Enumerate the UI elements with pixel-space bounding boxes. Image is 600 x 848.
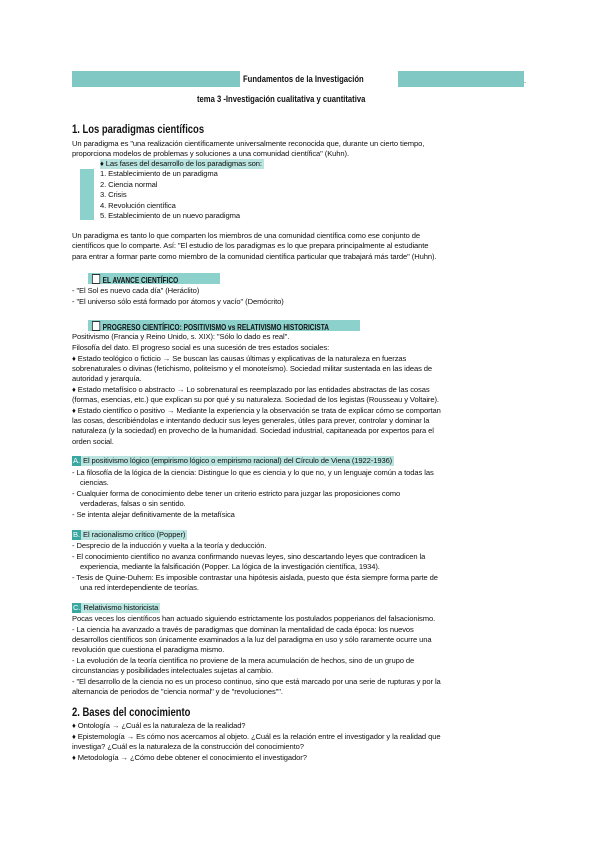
- subsection-c-line: - La ciencia ha avanzado a través de paradigmas que dominan la mentalidad de cada época: los nuevos: [72, 625, 414, 634]
- subsection-c-line: desarrollos científicos son únicamente examinados a la luz del paradigma en uso y sólo raramente ocurre una: [72, 635, 432, 644]
- paradigm-para-line: científicos que lo comparte. Así: "El estudio de los paradigmas es lo que prepara principalmente al estudiante: [72, 241, 429, 250]
- bases-line: investiga? ¿Cuál es la naturaleza de la construcción del conocimiento?: [72, 742, 304, 751]
- estado-line: (formas, esencias, etc.) que explican su por qué y su naturaleza. Sociedad de los legistas (Rousseau y Voltaire).: [72, 395, 439, 404]
- progreso-section-label: PROGRESO CIENTÍFICO: POSITIVISMO vs RELATIVISMO HISTORICISTA: [92, 321, 329, 332]
- subsection-a-line: - La filosofía de la lógica de la ciencia: Distingue lo que es ciencia y lo que no, y un lenguaje común a todas las: [72, 468, 434, 477]
- section-heading-bases: 2. Bases del conocimiento: [72, 707, 191, 719]
- subsection-a-line: verdaderas, falsas o sin sentido.: [80, 499, 186, 508]
- estado-line: sobrenaturales o divinas (fetichismo, politeísmo y el monoteísmo). Sociedad militar sustentada en las ideas de: [72, 364, 433, 373]
- subsection-a-title: A. El positivismo lógico (empirismo lógico o empirismo racional) del Círculo de Viena (1922-1936): [73, 456, 393, 465]
- subsection-b-line: experiencia, mediante la falsificación (Popper. La lógica de la investigación científica, 1934).: [80, 562, 380, 571]
- positivismo-line: Positivismo (Francia y Reino Unido, s. XIX): "Sólo lo dado es real".: [72, 332, 290, 341]
- document-subtitle: tema 3 -Investigación cualitativa y cuantitativa: [197, 94, 366, 104]
- header-dot: .: [524, 76, 527, 85]
- section-heading-paradigmas: 1. Los paradigmas científicos: [72, 124, 205, 136]
- subsection-c-line: - La evolución de la teoría científica no proviene de la mera acumulación de hechos, sino de un grupo de: [72, 656, 415, 665]
- bases-line: ♦ Metodología → ¿Cómo debe obtener el conocimiento el investigador?: [72, 753, 307, 762]
- estado-line: las cosas, describiéndolas e intentando deducir sus leyes generales, útiles para prever, controlar y dominar la: [72, 416, 430, 425]
- checkbox-icon: [92, 321, 100, 331]
- estado-line: orden social.: [72, 437, 114, 446]
- subsection-a-line: - Se intenta alejar definitivamente de la metafísica: [72, 510, 235, 519]
- subsection-a-line: - Cualquier forma de conocimiento debe tener un criterio estricto para juzgar las proposiciones como: [72, 489, 401, 498]
- subsection-c-line: Pocas veces los científicos han actuado siguiendo estrictamente los postulados popperianos del falsacionismo.: [72, 614, 436, 623]
- intro-line-1: Un paradigma es "una realización científicamente universalmente reconocida que, durante un cierto tiempo,: [72, 139, 425, 148]
- avance-section-label: EL AVANCE CIENTÍFICO: [92, 274, 178, 285]
- estado-line: ♦ Estado metafísico o abstracto → Lo sobrenatural es reemplazado por las entidades abstractas de las cosas: [72, 385, 430, 394]
- phases-title: ♦ Las fases del desarrollo de los paradigmas son:: [100, 159, 262, 168]
- checkbox-icon: [92, 274, 100, 284]
- document-title: Fundamentos de la Investigación: [243, 74, 364, 84]
- subsection-a-line: ciencias.: [80, 478, 109, 487]
- header-bar-left: [72, 71, 240, 87]
- phase-item: 3. Crisis: [100, 190, 127, 199]
- estado-line: autoridad y jerarquía.: [72, 374, 142, 383]
- subsection-c-title: C. Relativismo historicista: [73, 603, 159, 612]
- estado-line: ♦ Estado teológico o ficticio → Se buscan las causas últimas y explicativas de la naturaleza en fuerzas: [72, 354, 407, 363]
- header-bar-right: [398, 71, 527, 87]
- subsection-b-title: B. El racionalismo crítico (Popper): [73, 530, 186, 539]
- phase-item: 5. Establecimiento de un nuevo paradigma: [100, 211, 240, 220]
- subsection-b-line: - El conocimiento científico no avanza confirmando nuevas leyes, sino descartando leyes que contradicen la: [72, 552, 426, 561]
- avance-item: - "El Sol es nuevo cada día" (Heráclito): [72, 286, 200, 295]
- subsection-c-line: alternancia de periodos de "ciencia normal" y de "revoluciones"".: [72, 687, 283, 696]
- avance-item: - "El universo sólo está formado por átomos y vacío" (Demócrito): [72, 297, 284, 306]
- subsection-c-line: - "El desarrollo de la ciencia no es un proceso continuo, sino que está marcado por una serie de rupturas y por la: [72, 677, 441, 686]
- subsection-b-line: - Desprecio de la inducción y vuelta a la teoría y deducción.: [72, 541, 267, 550]
- estado-line: naturaleza (y la sociedad) en provecho de la humanidad. Sociedad industrial, capitaneada por expertos para el: [72, 426, 434, 435]
- intro-line-2: proporciona modelos de problemas y soluciones a una comunidad científica" (Kuhn).: [72, 149, 349, 158]
- bases-line: ♦ Ontología → ¿Cuál es la naturaleza de la realidad?: [72, 721, 246, 730]
- paradigm-para-line: Un paradigma es tanto lo que comparten los miembros de una comunidad científica como ese conjunto de: [72, 231, 420, 240]
- phase-item: 4. Revolución científica: [100, 201, 176, 210]
- phase-item: 1. Establecimiento de un paradigma: [100, 169, 218, 178]
- phase-item: 2. Ciencia normal: [100, 180, 158, 189]
- phases-side-block: [80, 169, 94, 220]
- estado-line: ♦ Estado científico o positivo → Mediante la experiencia y la observación se trata de explicar cómo se comportan: [72, 406, 441, 415]
- paradigm-para-line: para entrar a formar parte como miembro de la comunidad científica particular que trabajará más tarde" (Huhn).: [72, 252, 437, 261]
- subsection-c-line: revolución que cuestiona el paradigma mismo.: [72, 645, 225, 654]
- positivismo-line: Filosofía del dato. El progreso social es una sucesión de tres estados sociales:: [72, 343, 330, 352]
- subsection-b-line: - Tesis de Quine-Duhem: Es imposible contrastar una hipótesis aislada, puesto que ésta siempre forma parte de: [72, 573, 438, 582]
- subsection-b-line: una red interdependiente de teorías.: [80, 583, 199, 592]
- bases-line: ♦ Epistemología → Es cómo nos acercamos al objeto. ¿Cuál es la relación entre el investigador y la realidad que: [72, 732, 441, 741]
- subsection-c-line: circunstancias y posibilidades intelectuales sujetas al cambio.: [72, 666, 273, 675]
